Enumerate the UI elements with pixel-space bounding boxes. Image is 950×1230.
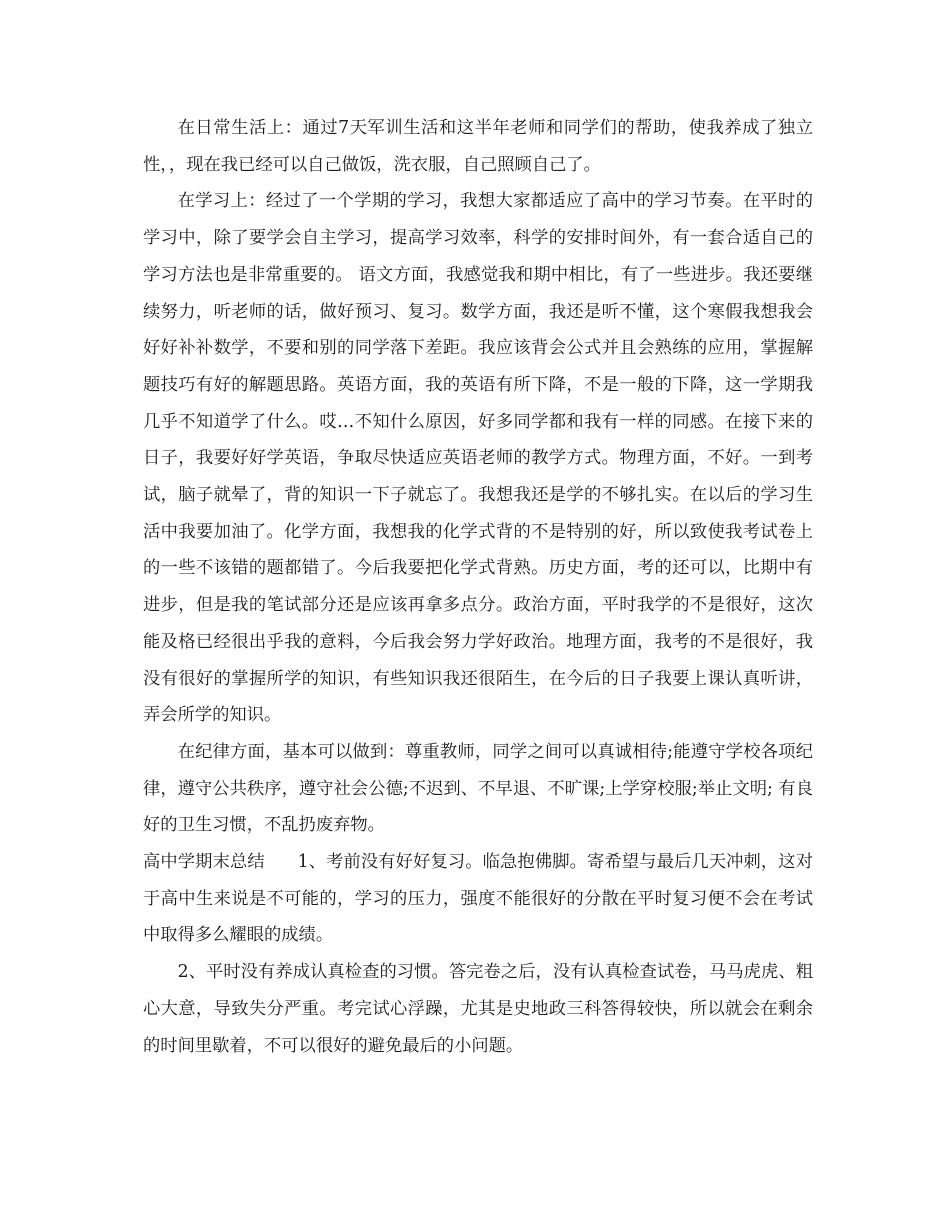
document-page xyxy=(143,110,813,1064)
paragraph-study: 在学习上：经过了一个学期的学习，我想大家都适应了高中的学习节奏。在平时的学习中，除了要学会自主学习，提高学习效率，科学的安排时间外，有一套合适自己的学习方法也是非常重要的。 语文方面，我感觉我和期中相比，有了一些进步。我还要继续努力，听老师的话，做好预习、复习。数学方面，我还是听不懂，这个寒假我想我会好好补补数学，不要和别的同学落下差距。我应该背会公式并且会熟练的应用，掌握解题技巧有好的解题思路。英语方面，我的英语有所下降，不是一般的下降，这一学期我几乎不知道学了什么。哎…不知什么原因，好多同学都和我有一样的同感。在接下来的日子，我要好好学英语，争取尽快适应英语老师的教学方式。物理方面，不好。一到考试，脑子就晕了，背的知识一下子就忘了。我想我还是学的不够扎实。在以后的学习生活中我要加油了。化学方面，我想我的化学式背的不是特别的好，所以致使我考试卷上的一些不该错的题都错了。今后我要把化学式背熟。历史方面，考的还可以，比期中有进步，但是我的笔试部分还是应该再拿多点分。政治方面，平时我学的不是很好，这次能及格已经很出乎我的意料，今后我会努力学好政治。地理方面，我考的不是很好，我没有很好的掌握所学的知识，有些知识我还很陌生，在今后的日子我要上课认真听讲，弄会所学的知识。 xyxy=(143,191,813,726)
section-heading: 高中学期末总结 xyxy=(143,852,265,873)
paragraph-discipline: 在纪律方面，基本可以做到：尊重教师，同学之间可以真诚相待;能遵守学校各项纪律，遵守公共秩序，遵守社会公德;不迟到、不早退、不旷课;上学穿校服;举止文明; 有良好的卫生习惯，不乱扔废弃物。 xyxy=(143,741,813,836)
section-summary xyxy=(143,844,813,954)
paragraph-daily-life: 在日常生活上：通过7天军训生活和这半年老师和同学们的帮助，使我养成了独立性，，现在我已经可以自己做饭，洗衣服，自己照顾自己了。 xyxy=(143,118,813,175)
section-point-1: 1、考前没有好好复习。临急抱佛脚。寄希望与最后几天冲刺，这对于高中生来说是不可能的，学习的压力，强度不能很好的分散在平时复习便不会在考试中取得多么耀眼的成绩。 xyxy=(143,852,813,946)
section-point-2: 2、平时没有养成认真检查的习惯。答完卷之后，没有认真检查试卷，马马虎虎、粗心大意，导致失分严重。考完试心浮躁，尤其是史地政三科答得较快，所以就会在剩余的时间里歇着，不可以很好的避免最后的小问题。 xyxy=(143,962,813,1056)
